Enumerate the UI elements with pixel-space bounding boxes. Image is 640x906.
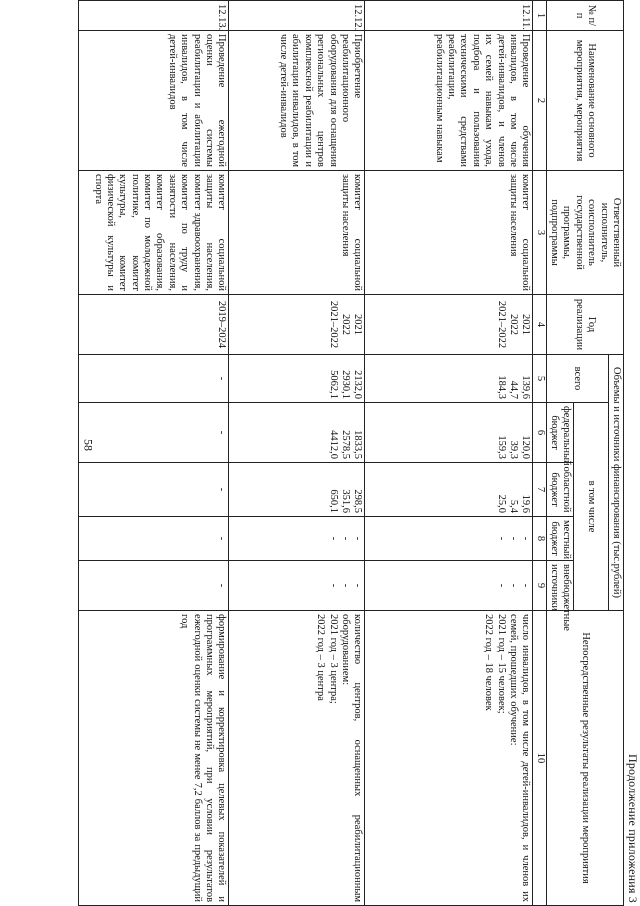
total-value: 2132,0: [352, 370, 364, 399]
appendix-caption: Продолжение приложения 3: [626, 753, 640, 903]
result-line: 2022 год – 3 центра: [315, 614, 327, 701]
local-value: -: [352, 536, 364, 541]
federal-value: 120,0: [520, 435, 532, 459]
federal-value: 4412,0: [327, 430, 339, 459]
col-number: 8: [533, 517, 546, 561]
total-value: 2930,1: [340, 370, 351, 399]
page-number: 58: [81, 439, 96, 451]
regional-value: 351,6: [340, 489, 351, 513]
col-number: 1: [533, 1, 546, 31]
total-value: 139,6: [520, 375, 532, 399]
header-name: Наименование основного мероприятия, мероприятия: [546, 31, 623, 171]
measures-table: [78, 0, 624, 906]
executor: комитет социальной защиты населения, комитет здравоохранения, комитет по труду и занятости населения, комитет образования, комитет по молодежной политике, комитет культуры, комитет физической культуры и спорта: [79, 171, 229, 295]
total-value: 184,3: [495, 375, 507, 399]
local-value: -: [495, 536, 507, 541]
federal-cell: [365, 403, 533, 463]
year-value: 2021–2022: [495, 300, 507, 349]
col-number: 4: [533, 295, 546, 355]
extra-value: -: [352, 583, 364, 588]
regional-cell: [229, 463, 365, 517]
measure-name: Проведение обучения инвалидов, в том числе детей-инвалидов, и членов их семей навыкам ухода, подбора и пользования техническими средствами реабилитации, реабилитационным навыкам: [365, 31, 533, 171]
regional-value: 19,6: [520, 494, 532, 513]
extra-value: -: [508, 583, 519, 588]
year-value: 2021–2022: [327, 300, 339, 349]
result-line: число инвалидов, в том числе детей-инвалидов, и членов их семей, прошедших обучение:: [508, 614, 532, 903]
extra-cell: [229, 561, 365, 611]
year-value: 2022: [508, 314, 519, 335]
federal-value: 159,3: [495, 435, 507, 459]
row-number: 12.13.: [79, 1, 229, 31]
federal-cell: [229, 403, 365, 463]
extra-cell: [365, 561, 533, 611]
total-value: 44,7: [508, 380, 519, 399]
result-line: 2021 год – 15 человек;: [495, 614, 507, 714]
header-federal: федеральный бюджет: [546, 403, 574, 463]
header-local: местный бюджет: [546, 517, 574, 561]
extra-value: -: [340, 583, 351, 588]
regional-value: 25,0: [495, 494, 507, 513]
result-cell: [229, 611, 365, 906]
federal-value: 39,3: [508, 440, 519, 459]
result-cell: [365, 611, 533, 906]
result-line: 2021 год – 3 центра;: [327, 614, 339, 704]
total-cell: [365, 355, 533, 403]
col-number: 9: [533, 561, 546, 611]
header-year: Год реализации: [546, 295, 623, 355]
result-line: количество центров, оснащенных реабилитационным оборудованием:: [340, 614, 364, 903]
col-number: 2: [533, 31, 546, 171]
total-value: -: [79, 355, 229, 403]
header-including: в том числе: [574, 403, 608, 611]
header-regional: областной бюджет: [546, 463, 574, 517]
year-value: 2021: [352, 314, 364, 335]
row-number: 12.12.: [229, 1, 365, 31]
result-line: 2022 год – 18 человек: [483, 614, 495, 711]
header-row-1: [608, 1, 623, 906]
regional-value: -: [79, 463, 229, 517]
col-number: 5: [533, 355, 546, 403]
federal-value: 2578,5: [340, 430, 351, 459]
regional-cell: [365, 463, 533, 517]
extra-value: -: [79, 561, 229, 611]
header-num: № п/п: [546, 1, 623, 31]
extra-value: -: [327, 583, 339, 588]
measure-name: Проведение ежегодной оценки системы реабилитации и абилитации инвалидов, в том числе детей-инвалидов: [79, 31, 229, 171]
header-result: Непосредственные результаты реализации мероприятия: [546, 611, 623, 906]
regional-value: 5,4: [508, 499, 519, 513]
regional-value: 650,1: [327, 489, 339, 513]
measure-name: Приобретение реабилитационного оборудования для оснащения региональных центров комплексной реабилитации и абилитации инвалидов, в том числе детей-инвалидов: [229, 31, 365, 171]
total-value: 5062,1: [327, 370, 339, 399]
local-value: -: [508, 536, 519, 541]
local-cell: [229, 517, 365, 561]
total-cell: [229, 355, 365, 403]
extra-value: -: [495, 583, 507, 588]
header-total: всего: [546, 355, 608, 403]
local-cell: [365, 517, 533, 561]
local-value: -: [520, 536, 532, 541]
col-number: 6: [533, 403, 546, 463]
regional-value: 298,5: [352, 489, 364, 513]
years-cell: [365, 295, 533, 355]
col-number: 7: [533, 463, 546, 517]
year-value: 2019–2024: [79, 295, 229, 355]
local-value: -: [327, 536, 339, 541]
header-extra: внебюджетные источники: [546, 561, 574, 611]
result-line: формирование и корректировка целевых показателей и программных мероприятий, при условии результатов ежегодной оценки системы не менее 7,2 баллов за предыдущий год: [79, 611, 229, 906]
local-value: -: [79, 517, 229, 561]
col-number: 3: [533, 171, 546, 295]
federal-value: 1833,5: [352, 430, 364, 459]
table-row: [229, 1, 365, 906]
local-value: -: [340, 536, 351, 541]
table-row: [365, 1, 533, 906]
executor: комитет социальной защиты населения: [229, 171, 365, 295]
header-executor: Ответственный исполнитель, соисполнитель государственной программы, подпрограммы: [546, 171, 623, 295]
extra-value: -: [520, 583, 532, 588]
column-number-row: [533, 1, 546, 906]
header-finance: Объемы и источники финансирования (тыс.рублей): [608, 355, 623, 611]
year-value: 2022: [340, 314, 351, 335]
table-row: [79, 1, 229, 906]
year-value: 2021: [520, 314, 532, 335]
federal-value: -: [79, 403, 229, 463]
executor: комитет социальной защиты населения: [365, 171, 533, 295]
col-number: 10: [533, 611, 546, 906]
row-number: 12.11.: [365, 1, 533, 31]
years-cell: [229, 295, 365, 355]
